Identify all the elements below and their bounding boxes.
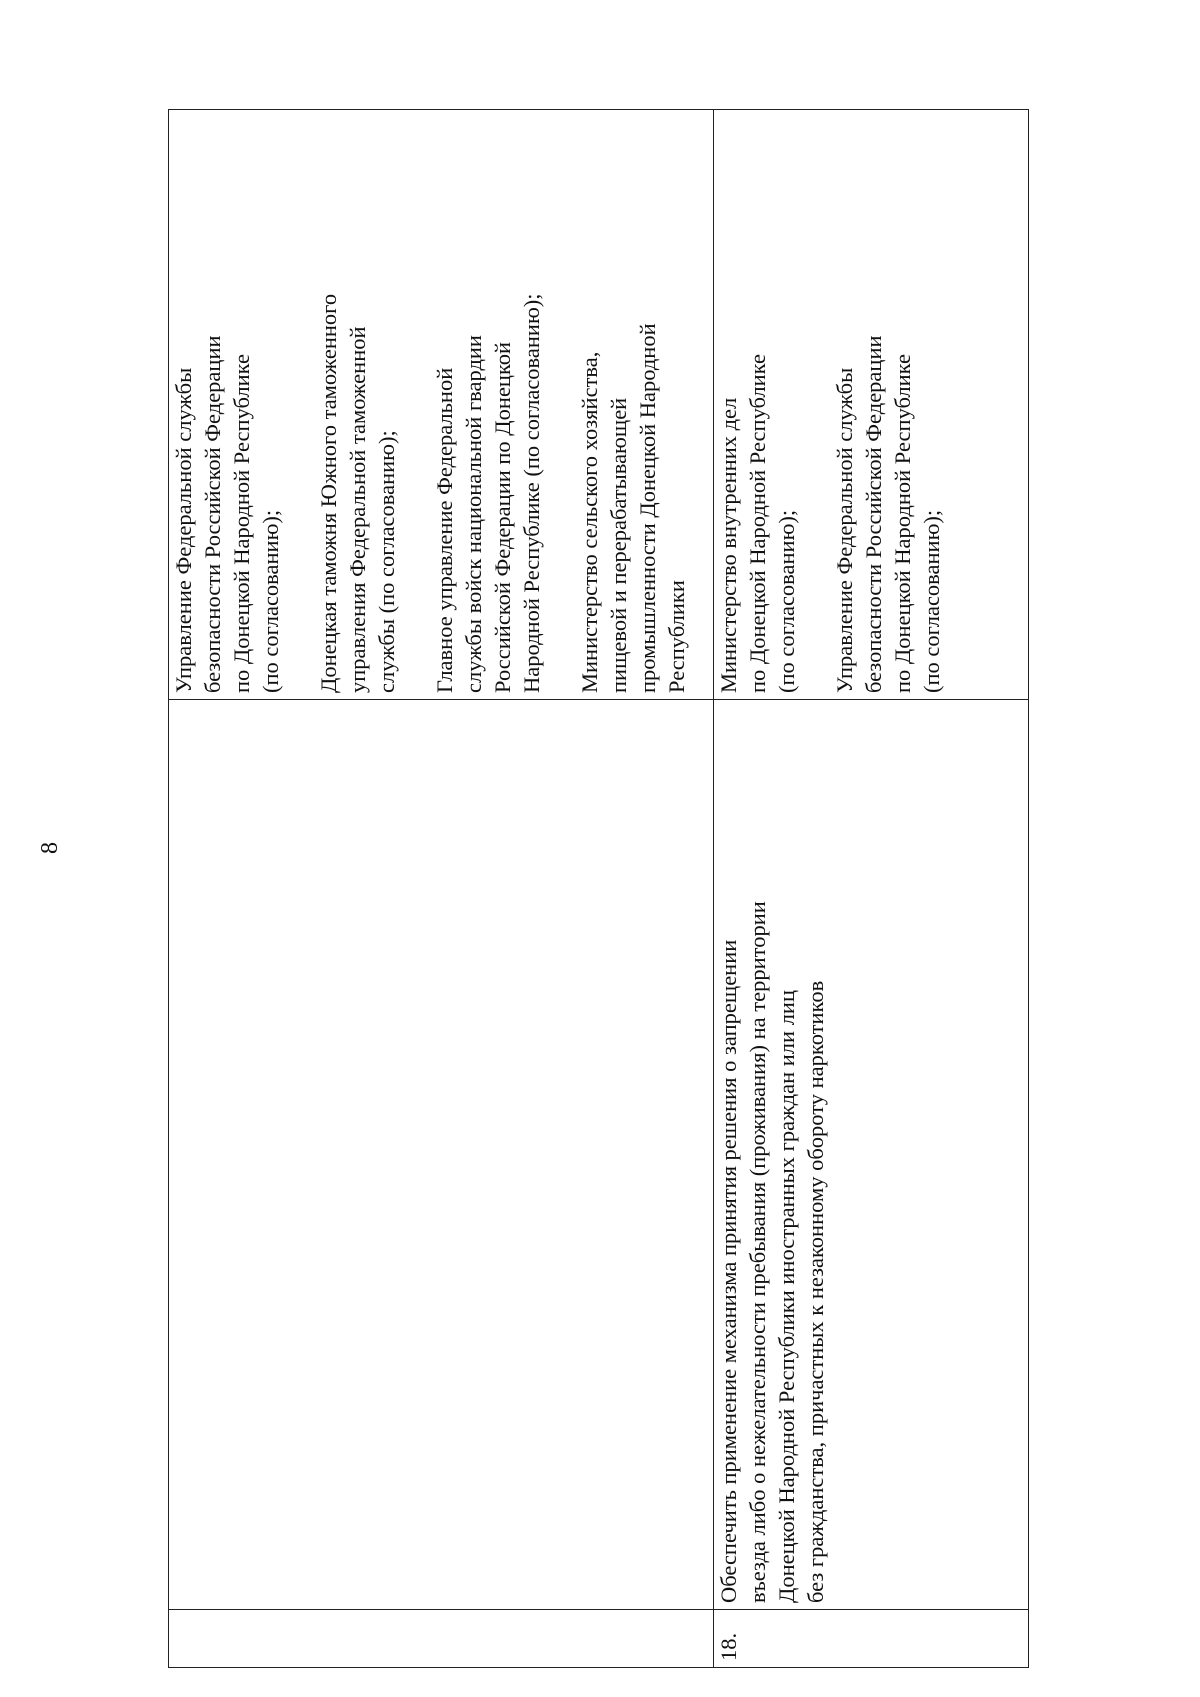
- executor-line: (по согласованию);: [258, 509, 283, 693]
- task-cell: [714, 700, 1029, 1610]
- executor-line: Донецкая таможня Южного таможенного: [316, 293, 341, 693]
- executor-line: Главное управление Федеральной: [432, 367, 457, 693]
- task-line: без гражданства, причастных к незаконному обороту наркотиков: [803, 980, 828, 1603]
- executor-line: Республики: [664, 580, 689, 693]
- rotated-page-content: [168, 110, 1028, 1668]
- row-number-cell: 18.: [714, 1610, 1029, 1668]
- executor-line: Народной Республике (по согласованию);: [519, 293, 544, 693]
- executor-line: промышленности Донецкой Народной: [635, 323, 660, 693]
- task-line: Обеспечить применение механизма принятия решения о запрещении: [716, 939, 741, 1603]
- executor-line: по Донецкой Народной Республике: [745, 353, 770, 693]
- executor-entry: [314, 110, 401, 693]
- executor-line: Управление Федеральной службы: [171, 367, 196, 693]
- executor-line: (по согласованию);: [919, 509, 944, 693]
- executor-line: Управление Федеральной службы: [832, 367, 857, 693]
- executor-entry: [714, 110, 801, 693]
- executor-line: Российской Федерации по Донецкой: [490, 341, 515, 693]
- table-row: [169, 110, 714, 1668]
- executor-line: Министерство сельского хозяйства,: [577, 351, 602, 693]
- executor-line: пищевой и перерабатывающей: [606, 397, 631, 693]
- executor-line: безопасности Российской Федерации: [200, 335, 225, 693]
- measures-table: [168, 109, 1029, 1668]
- executor-line: Министерство внутренних дел: [716, 397, 741, 693]
- task-cell: [169, 700, 714, 1610]
- executor-entry: [575, 110, 691, 693]
- table-row: [714, 110, 1029, 1668]
- row-number-cell: [169, 1610, 714, 1668]
- executor-line: по Донецкой Народной Республике: [890, 353, 915, 693]
- task-line: Донецкой Народной Республики иностранных граждан или лиц: [774, 989, 799, 1603]
- executor-line: управления Федеральной таможенной: [345, 326, 370, 693]
- executor-line: службы войск национальной гвардии: [461, 335, 486, 693]
- executor-entry: [830, 110, 946, 693]
- task-line: въезда либо о нежелательности пребывания (проживания) на территории: [745, 901, 770, 1603]
- executor-line: (по согласованию);: [774, 509, 799, 693]
- executors-cell: [169, 110, 714, 700]
- executor-line: службы (по согласованию);: [374, 430, 399, 693]
- page-number: 8: [37, 842, 63, 854]
- executor-line: по Донецкой Народной Республике: [229, 353, 254, 693]
- executors-cell: [714, 110, 1029, 700]
- executor-entry: [169, 110, 285, 693]
- executor-line: безопасности Российской Федерации: [861, 335, 886, 693]
- executor-entry: [430, 110, 546, 693]
